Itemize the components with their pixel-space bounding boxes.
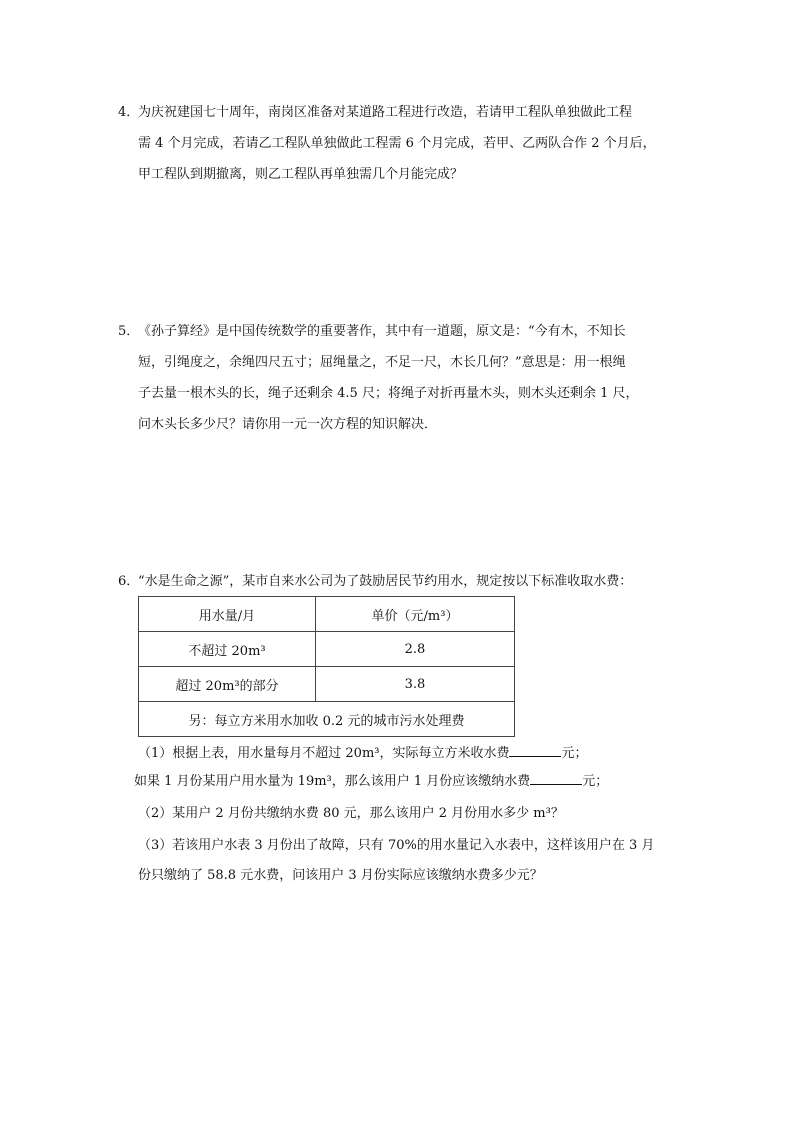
table-header-price: 单价（元/m³） (316, 597, 515, 632)
answer-blank-1[interactable] (509, 742, 561, 757)
question-4-line-1 (118, 97, 698, 128)
question-5-line-3: 子去量一根木头的长，绳子还剩余 4.5 尺；将绳子对折再量木头，则木头还剩余 1 尺， (138, 386, 639, 401)
subpart-1-text-b-end: 元； (582, 774, 609, 789)
question-5-line-2: 短，引绳度之，余绳四尺五寸；屈绳量之，不足一尺，木长几何？”意思是：用一根绳 (138, 355, 626, 370)
table-row-1-price: 2.8 (316, 632, 515, 667)
subpart-1-line-b (134, 768, 698, 796)
table-note-row (139, 702, 515, 737)
table-header-usage: 用水量/月 (139, 597, 316, 632)
answer-blank-2[interactable] (530, 770, 582, 785)
question-4-line-3: 甲工程队到期撤离，则乙工程队再单独需几个月能完成？ (138, 167, 464, 182)
subpart-2-line: （2）某用户 2 月份共缴纳水费 80 元，那么该用户 2 月份用水多少 m³？ (138, 806, 564, 821)
question-6 (118, 566, 698, 597)
question-5-line-1 (118, 316, 698, 347)
table-row (139, 632, 515, 667)
question-4 (118, 97, 698, 190)
table-row-1-usage: 不超过 20m³ (139, 632, 316, 667)
table-row (139, 667, 515, 702)
question-4-number: 4． (118, 105, 140, 120)
question-6-intro-line (118, 566, 698, 597)
question-5-number: 5． (118, 324, 140, 339)
subpart-1-text-a-end: 元； (561, 746, 588, 761)
question-4-text-1: 为庆祝建国七十周年，南岗区准备对某道路工程进行改造，若请甲工程队单独做此工程 (138, 105, 633, 120)
table-row-2-usage: 超过 20m³的部分 (139, 667, 316, 702)
table-header-row (139, 597, 515, 632)
question-6-number: 6． (118, 574, 140, 589)
subpart-3-line-b: 份只缴纳了 58.8 元水费，问该用户 3 月份实际应该缴纳水费多少元？ (138, 868, 543, 883)
question-5 (118, 316, 698, 440)
subpart-1-text-a: （1）根据上表，用水量每月不超过 20m³，实际每立方米收水费 (138, 746, 510, 761)
table-note: 另：每立方米用水加收 0.2 元的城市污水处理费 (139, 702, 515, 737)
question-6-intro: “水是生命之源”，某市自来水公司为了鼓励居民节约用水，规定按以下标准收取水费： (138, 574, 633, 589)
question-6-subparts (134, 740, 698, 890)
subpart-3-line-a: （3）若该用户水表 3 月份出了故障，只有 70%的用水量记入水表中，这样该用户在 3 月 (138, 838, 655, 853)
question-5-text-1: 《孙子算经》是中国传统数学的重要著作，其中有一道题，原文是：“今有木，不知长 (138, 324, 626, 339)
table-row-2-price: 3.8 (316, 667, 515, 702)
subpart-1-line-a (138, 740, 698, 768)
subpart-1-text-b: 如果 1 月份某用户用水量为 19m³，那么该用户 1 月份应该缴纳水费 (134, 774, 531, 789)
question-4-line-2: 需 4 个月完成，若请乙工程队单独做此工程需 6 个月完成，若甲、乙两队合作 2 个月后， (138, 136, 656, 151)
question-5-line-4: 问木头长多少尺？请你用一元一次方程的知识解决． (138, 417, 438, 432)
water-fee-table (138, 596, 515, 737)
